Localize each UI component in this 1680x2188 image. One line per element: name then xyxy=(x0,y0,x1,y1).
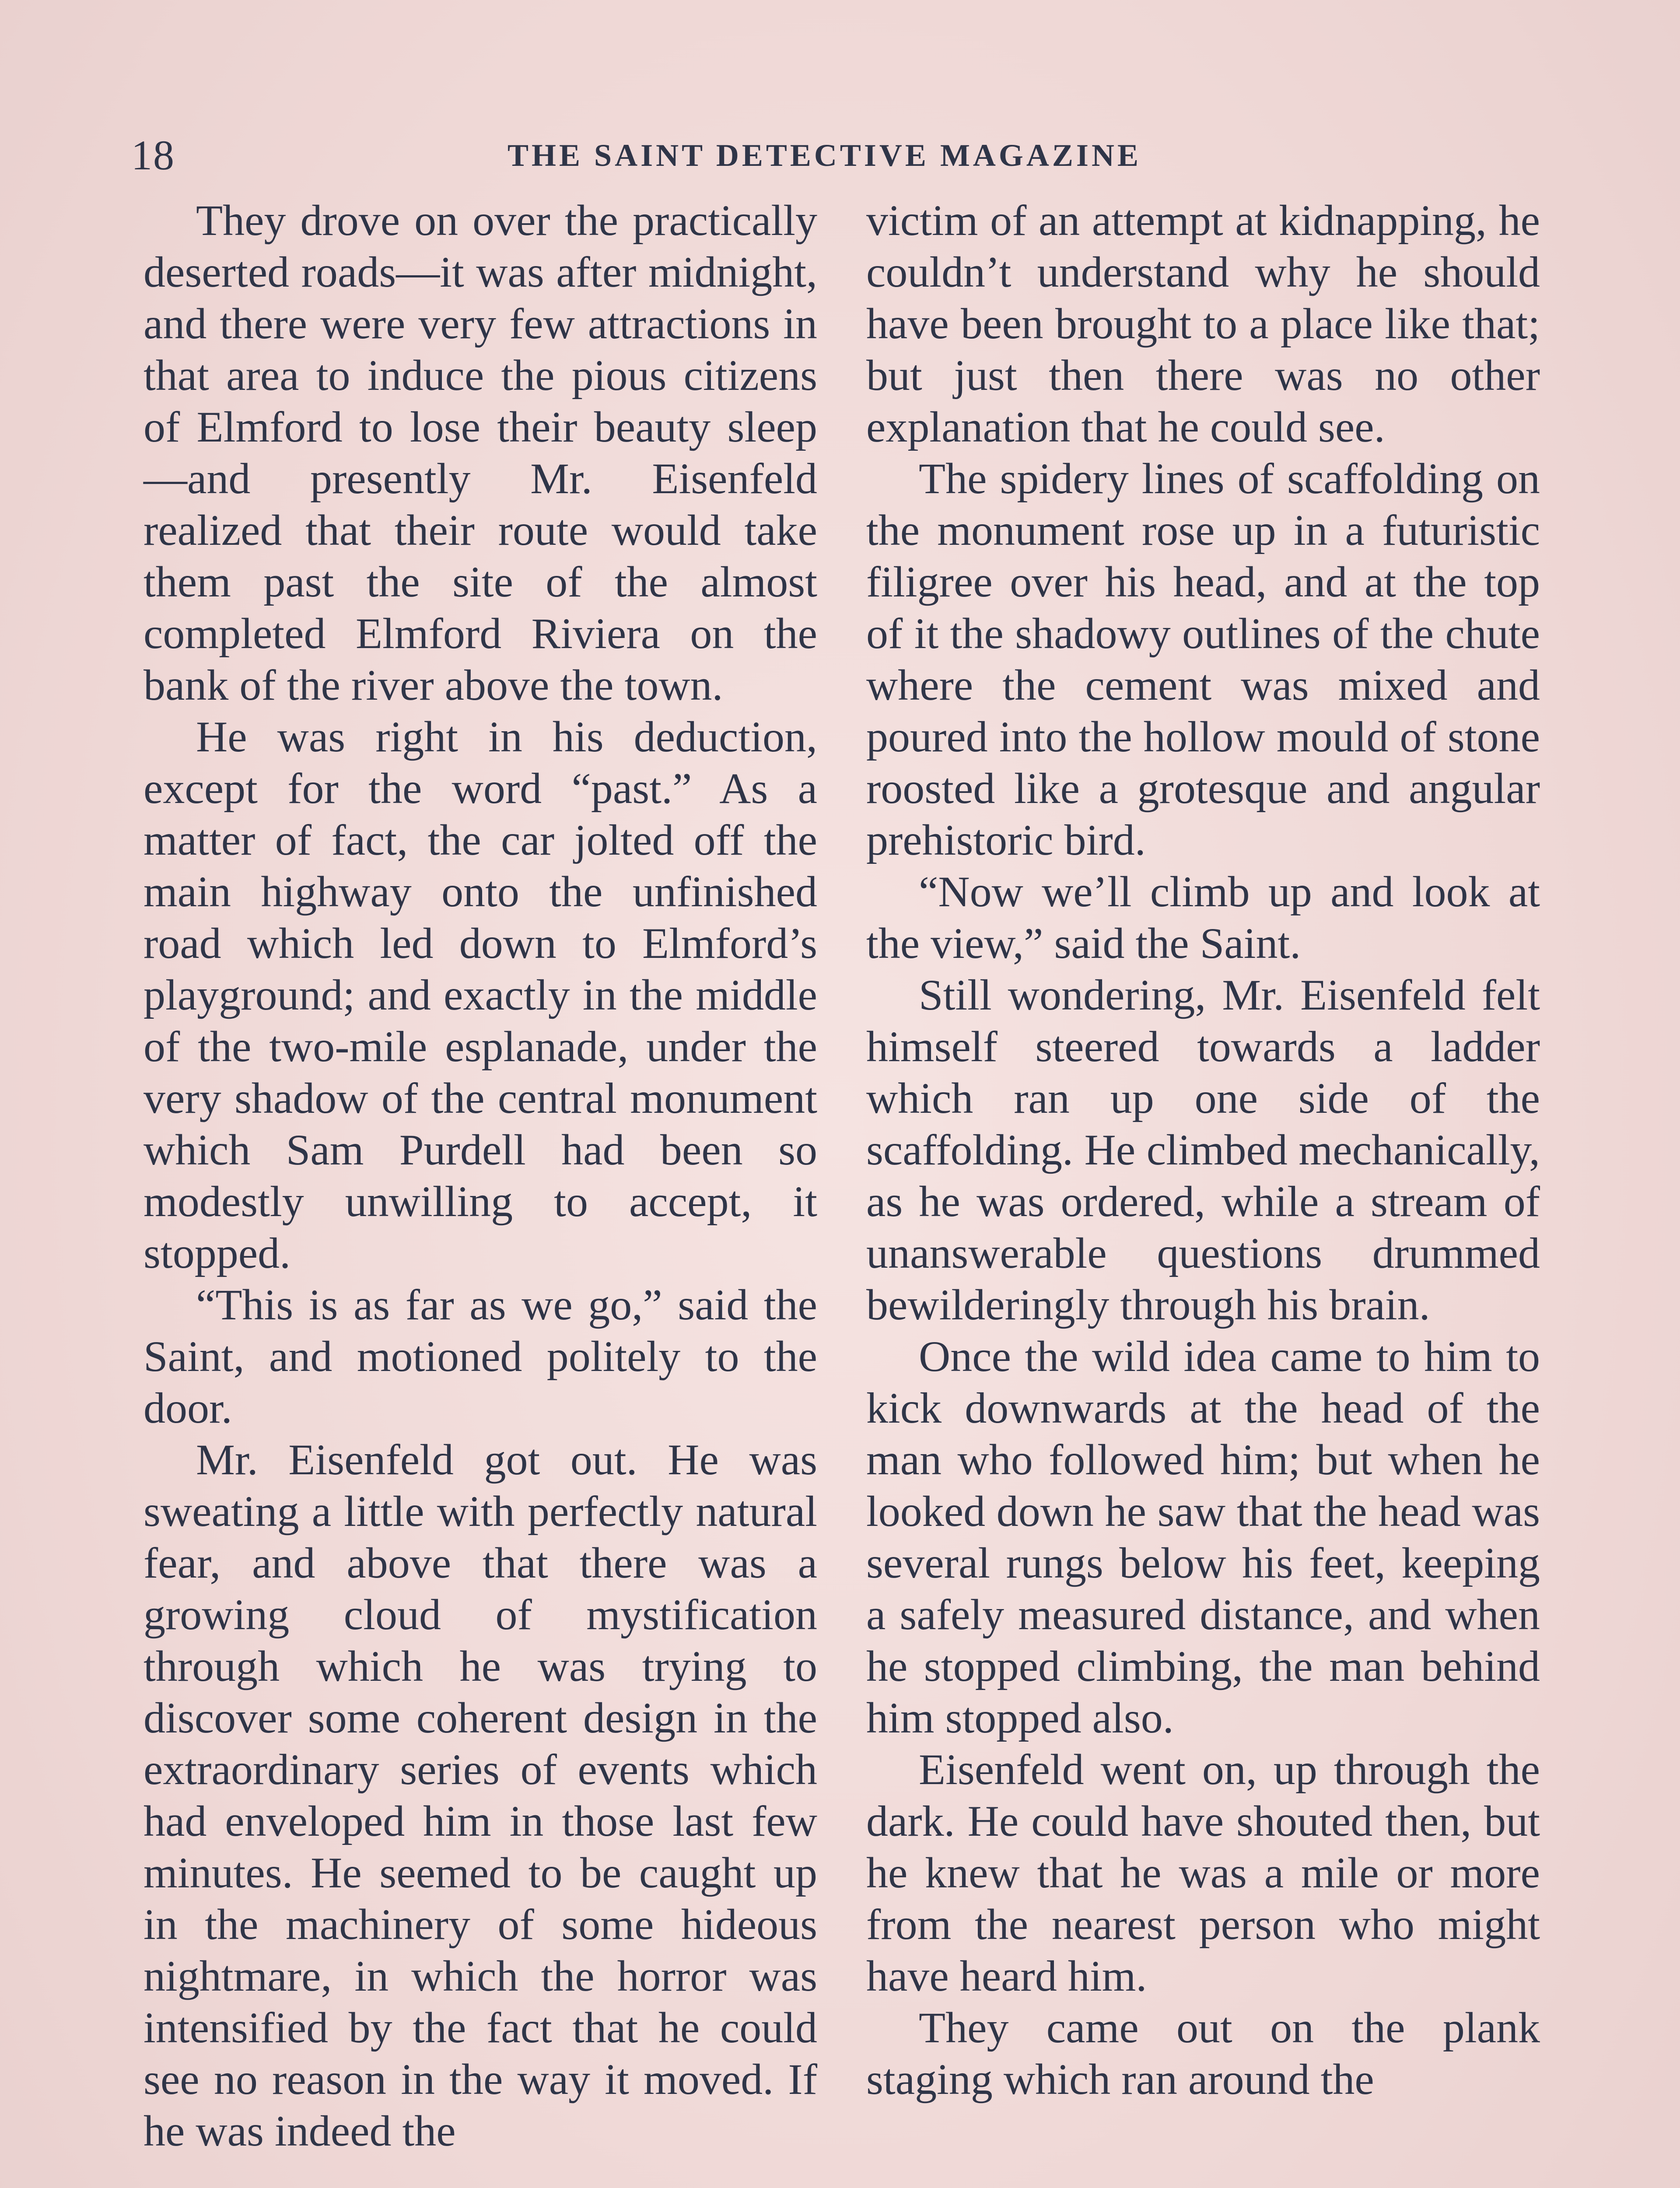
paragraph: They came out on the plank staging which ran around the xyxy=(866,2003,1540,2104)
paragraph: He was right in his deduction, except for the word “past.” As a matter of fact, the car jolted off the main highway onto the unfinished road which led down to Elmford’s playground; and exactly in the middle of the two-mile esplanade, under the very shadow of the central monument which Sam Purdell had been so modestly unwilling to accept, it stopped. xyxy=(144,712,817,1277)
paragraph: Mr. Eisenfeld got out. He was sweating a little with perfectly natural fear, and above that there was a growing cloud of mystification through which he was trying to discover some coherent design in the extraordinary series of events which had enveloped him in those last few minutes. He seemed to be caught up in the machinery of some hideous nightmare, in which the horror was intensified by the fact that he could see no reason in the way it moved. If he was indeed the xyxy=(144,1435,817,2155)
running-head: THE SAINT DETECTIVE MAGAZINE xyxy=(508,138,1141,173)
right-column xyxy=(866,195,1540,2105)
page-number: 18 xyxy=(131,132,175,179)
paragraph: Once the wild idea came to him to kick downwards at the head of the man who followed him; but when he looked down he saw that the head was several rungs below his feet, keeping a safely measured distance, and when he stopped climbing, the man behind him stopped also. xyxy=(866,1332,1540,1742)
page-header xyxy=(131,127,1549,184)
left-column xyxy=(144,195,817,2157)
paragraph: “Now we’ll climb up and look at the view,” said the Saint. xyxy=(866,867,1540,968)
paragraph: Still wondering, Mr. Eisenfeld felt himself steered towards a ladder which ran up one side of the scaffolding. He climbed mechanically, as he was ordered, while a stream of unanswerable questions drummed bewilderingly through his brain. xyxy=(866,971,1540,1329)
paragraph: The spidery lines of scaffolding on the monument rose up in a futuristic filigree over his head, and at the top of it the shadowy outlines of the chute where the cement was mixed and poured into the hollow mould of stone roosted like a grotesque and angular prehistoric bird. xyxy=(866,454,1540,864)
paragraph-continuation: victim of an attempt at kidnapping, he couldn’t understand why he should have been brought to a place like that; but just then there was no other explanation that he could see. xyxy=(866,196,1540,451)
paragraph: They drove on over the practically deserted roads—it was after midnight, and there were very few attractions in that area to induce the pious citizens of Elmford to lose their beauty sleep—and presently Mr. Eisenfeld realized that their route would take them past the site of the almost completed Elmford Riviera on the bank of the river above the town. xyxy=(144,196,817,709)
paragraph: Eisenfeld went on, up through the dark. He could have shouted then, but he knew that he was a mile or more from the nearest person who might have heard him. xyxy=(866,1745,1540,2000)
paragraph: “This is as far as we go,” said the Saint, and motioned politely to the door. xyxy=(144,1280,817,1432)
